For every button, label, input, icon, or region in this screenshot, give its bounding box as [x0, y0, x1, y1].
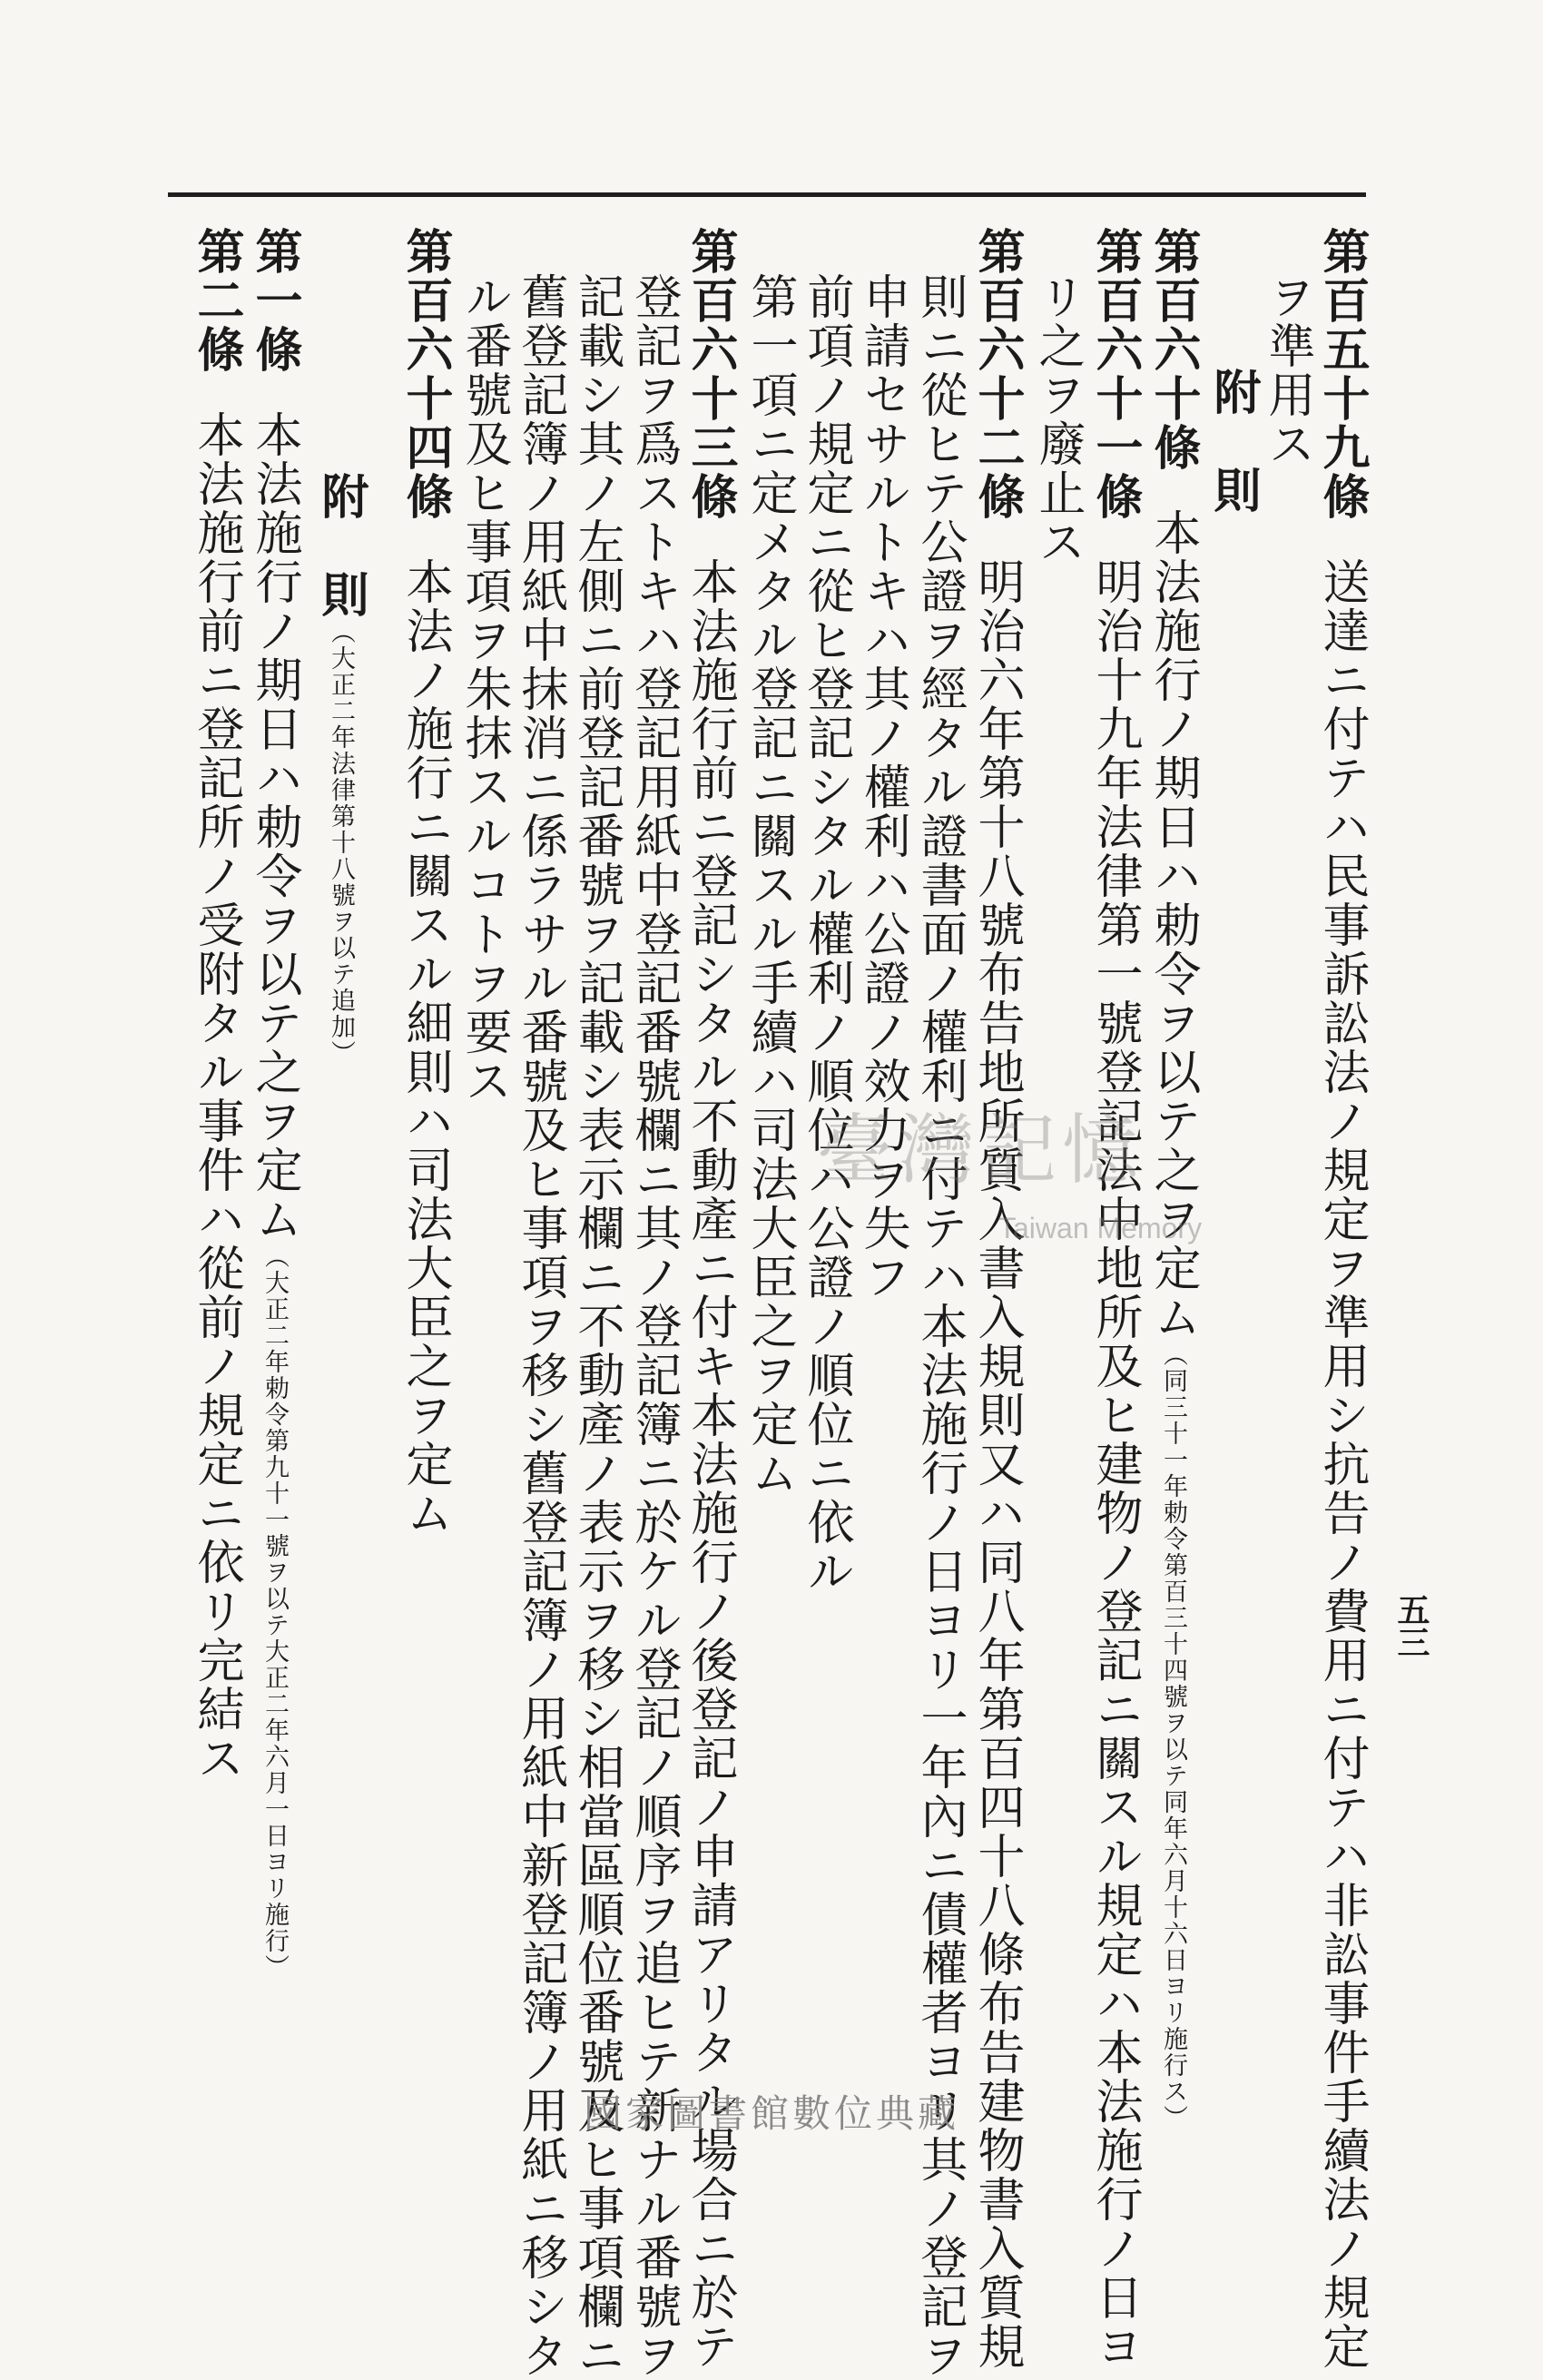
- column-17: [398, 227, 452, 1538]
- article-text: 記載シ其ノ左側ニ前登記番號ヲ記載シ表示欄ニ不動產ノ表示ヲ移シ相當區順位番號及ヒ事項欄ニ: [569, 272, 624, 2380]
- column-13: [626, 272, 681, 2380]
- article-note: （大正二年勅令第九十一號ヲ以テ大正二年六月一日ヨリ施行）: [260, 1244, 289, 1981]
- article-heading: 第百六十條: [1145, 227, 1201, 472]
- article-heading: 第百六十一條: [1087, 227, 1143, 521]
- article-heading: 第二條: [189, 227, 244, 374]
- article-text: 舊登記簿ノ用紙中抹消ニ係ラサル番號及ヒ事項ヲ移シ舊登記簿ノ用紙中新登記簿ノ用紙ニ移シタ: [513, 272, 567, 2380]
- article-heading: 第百六十三條: [683, 227, 738, 521]
- article-text: ヲ準用ス: [1260, 272, 1314, 468]
- top-rule: [168, 192, 1366, 197]
- column-4: [1145, 227, 1200, 2131]
- column-1: [1314, 227, 1369, 2371]
- column-10: [799, 272, 853, 1596]
- section-heading: 附 則: [1205, 368, 1261, 515]
- article-text: 本法施行前ニ登記所ノ受附タル事件ハ從前ノ規定ニ依リ完結ス: [189, 410, 243, 1783]
- article-note: （同三十一年勅令第百三十四號ヲ以テ同年六月十六日ヨリ施行ス）: [1159, 1342, 1187, 2131]
- article-text: 則ニ從ヒテ公證ヲ經タル證書面ノ權利ニ付テハ本法施行ノ日ヨリ一年內ニ債權者ヨリ其ノ登記ヲ: [912, 272, 967, 2380]
- column-5: [1087, 227, 1142, 2371]
- article-text: 本法施行前ニ登記シタル不動產ニ付キ本法施行ノ後登記ノ申請アリタル場合ニ於テ: [683, 557, 737, 2371]
- column-8: [912, 272, 967, 2380]
- column-14: [569, 272, 624, 2380]
- article-heading: 第百六十二條: [969, 227, 1025, 521]
- column-3: [1205, 368, 1260, 515]
- article-heading: 第百六十四條: [398, 227, 453, 521]
- column-20: [189, 227, 243, 1783]
- article-text: 前項ノ規定ニ從ヒ登記シタル權利ノ順位ハ公證ノ順位ニ依ル: [799, 272, 853, 1596]
- column-16: [457, 272, 511, 1106]
- column-18: [313, 472, 368, 1067]
- watermark-subtext: Taiwan Memory: [998, 1212, 1203, 1244]
- article-text: 申請セサルトキハ其ノ權利ハ公證ノ效力ヲ失フ: [855, 272, 909, 1302]
- watermark: 臺灣記憶: [817, 1106, 1145, 1195]
- article-text: リ之ヲ廢止ス: [1030, 272, 1085, 566]
- article-heading: 第百五十九條: [1314, 227, 1370, 521]
- footer-credit: 國家圖書館數位典藏: [583, 2091, 959, 2136]
- section-note: （大正二年法律第十八號ヲ以テ追加）: [327, 619, 355, 1067]
- column-6: [1030, 272, 1085, 566]
- article-heading: 第一條: [247, 227, 302, 374]
- article-text: 本法施行ノ期日ハ勅令ヲ以テ之ヲ定ム: [1145, 508, 1200, 1342]
- article-text: 第一項ニ定メタル登記ニ關スル手續ハ司法大臣之ヲ定ム: [742, 272, 797, 1498]
- article-text: ル番號及ヒ事項ヲ朱抹スルコトヲ要ス: [457, 272, 511, 1106]
- page-number: 五三: [1392, 1593, 1430, 1658]
- article-text: 登記ヲ爲ストキハ登記用紙中登記番號欄ニ其ノ登記簿ニ於ケル登記ノ順序ヲ追ヒテ新ナル番號ヲ: [626, 272, 681, 2380]
- column-11: [742, 272, 797, 1498]
- article-text: 明治六年第十八號布告地所質入書入規則又ハ同八年第百四十八條布告建物書入質規: [969, 557, 1024, 2371]
- section-heading: 附 則: [313, 472, 369, 619]
- article-text: 本法ノ施行ニ關スル細則ハ司法大臣之ヲ定ム: [398, 557, 452, 1538]
- article-text: 送達ニ付テハ民事訴訟法ノ規定ヲ準用シ抗告ノ費用ニ付テハ非訟事件手續法ノ規定: [1314, 557, 1369, 2371]
- column-2: [1260, 272, 1314, 468]
- column-12: [683, 227, 737, 2371]
- column-15: [513, 272, 567, 2380]
- column-19: [247, 227, 301, 1981]
- article-text: 明治十九年法律第一號登記法中地所及ヒ建物ノ登記ニ關スル規定ハ本法施行ノ日ヨ: [1087, 557, 1142, 2371]
- column-7: [969, 227, 1024, 2371]
- article-text: 本法施行ノ期日ハ勅令ヲ以テ之ヲ定ム: [247, 410, 301, 1244]
